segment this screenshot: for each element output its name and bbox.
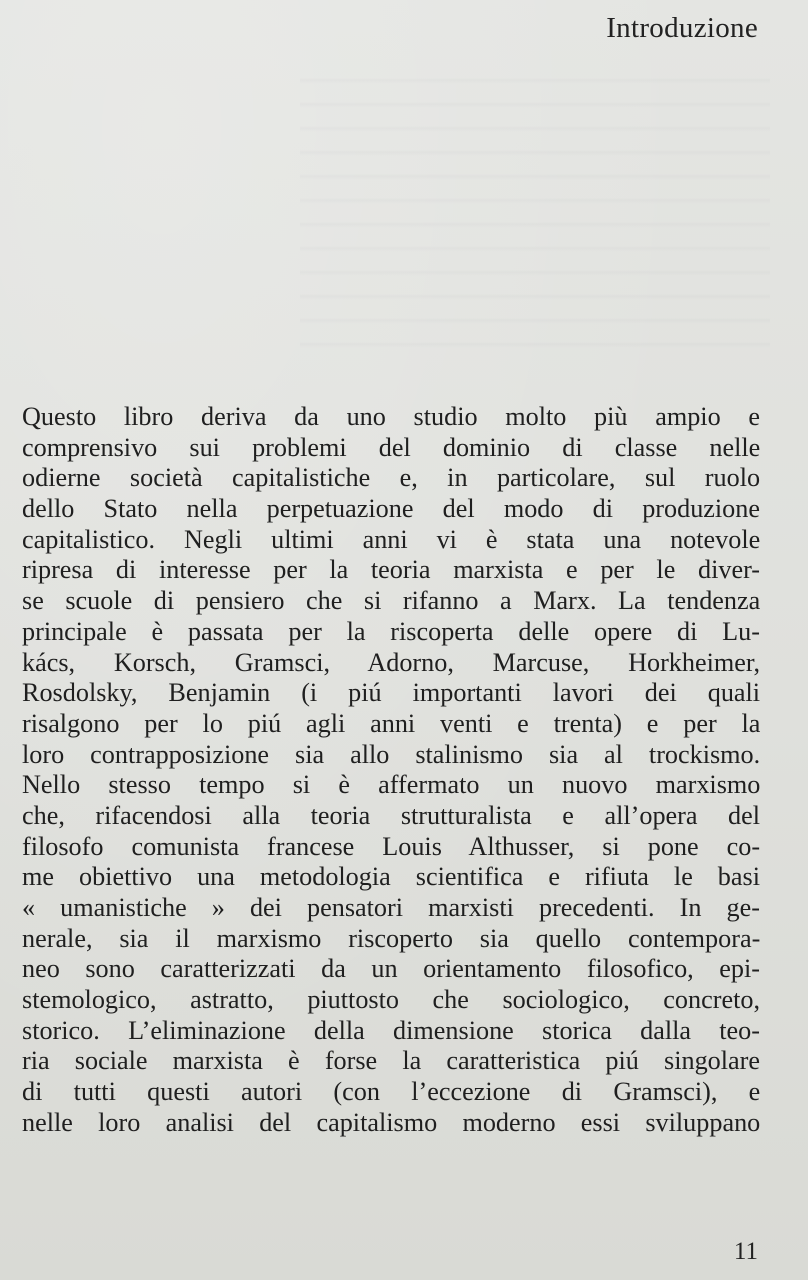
text-line: se scuole di pensiero che si rifanno a Marx. La tendenza bbox=[22, 586, 761, 616]
text-line: « umanistiche » dei pensatori marxisti precedenti. In ge- bbox=[22, 893, 760, 922]
text-line: dello Stato nella perpetuazione del modo di produzione bbox=[22, 494, 760, 524]
text-line: capitalistico. Negli ultimi anni vi è stata una notevole bbox=[22, 524, 761, 554]
text-line: nerale, sia il marxismo riscoperto sia quello contempora- bbox=[22, 923, 761, 953]
text-line: odierne società capitalistiche e, in particolare, sul ruolo bbox=[22, 463, 761, 493]
text-line: ria sociale marxista è forse la caratteristica piú singolare bbox=[22, 1046, 760, 1076]
text-line: kács, Korsch, Gramsci, Adorno, Marcuse, Horkheimer, bbox=[22, 647, 761, 677]
text-line: risalgono per lo piú agli anni venti e trenta) e per la bbox=[22, 708, 761, 738]
text-line: comprensivo sui problemi del dominio di classe nelle bbox=[22, 432, 761, 462]
text-line: principale è passata per la riscoperta delle opere di Lu- bbox=[22, 616, 760, 646]
text-line: stemologico, astratto, piuttosto che sociologico, concreto, bbox=[22, 985, 760, 1015]
text-line: Questo libro deriva da uno studio molto più ampio e bbox=[22, 402, 760, 431]
text-line: di tutti questi autori (con l’eccezione di Gramsci), e bbox=[22, 1077, 761, 1107]
text-line: Rosdolsky, Benjamin (i piú importanti lavori dei quali bbox=[22, 678, 761, 708]
text-line: nelle loro analisi del capitalismo moderno essi sviluppano bbox=[22, 1107, 761, 1137]
text-line: me obiettivo una metodologia scientifica e rifiuta le basi bbox=[22, 862, 760, 892]
text-line: loro contrapposizione sia allo stalinismo sia al trockismo. bbox=[22, 739, 761, 769]
running-head: Introduzione bbox=[606, 12, 758, 44]
text-line: Nello stesso tempo si è affermato un nuovo marxismo bbox=[22, 770, 761, 800]
body-paragraph bbox=[22, 402, 760, 1139]
show-through-text bbox=[300, 60, 770, 360]
text-line: filosofo comunista francese Louis Althusser, si pone co- bbox=[22, 831, 761, 861]
page-number: 11 bbox=[733, 1238, 758, 1265]
text-line: neo sono caratterizzati da un orientamento filosofico, epi- bbox=[22, 954, 760, 984]
text-line: ripresa di interesse per la teoria marxista e per le diver- bbox=[22, 555, 760, 585]
text-line: storico. L’eliminazione della dimensione storica dalla teo- bbox=[22, 1015, 760, 1045]
text-line: che, rifacendosi alla teoria strutturalista e all’opera del bbox=[22, 800, 761, 830]
